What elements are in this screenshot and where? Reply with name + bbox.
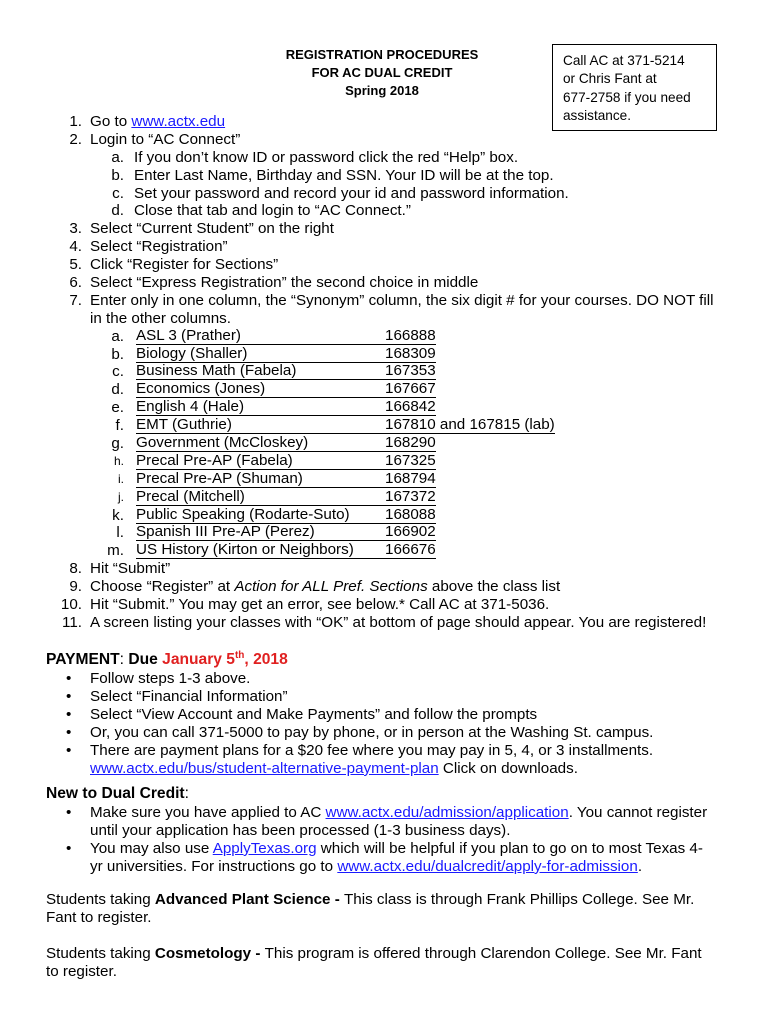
course-letter: g. [111,435,124,453]
course-synonym: 167667 [385,380,436,398]
step-7: 7. Enter only in one column, the “Synonym” column, the six digit # for your courses. DO NOT fill [69,291,714,309]
callout-line: 677-2758 if you need [563,89,691,105]
course-row [0,453,770,471]
plant-science-note: Students taking Advanced Plant Science - This class is through Frank Phillips College. See Mr. Fant to register. [46,891,695,926]
list-item: • There are payment plans for a $20 fee where you may pay in 5, 4, or 3 installments. www.actx.edu/bus/student-alternative-payment-plan Click on downloads. [46,742,746,778]
document-header [236,46,528,100]
new-dual-credit-list [46,804,746,876]
step-2b: b. Enter Last Name, Birthday and SSN. Your ID will be at the top. [111,166,554,184]
step-3: 3. Select “Current Student” on the right [69,220,334,238]
step-7-continued: in the other columns. [90,309,231,327]
course-row [0,471,770,489]
list-item: • You may also use ApplyTexas.org which will be helpful if you plan to go on to most Texas 4- yr universities. For instructions go to www.actx.edu/dualcredit/apply-for-admission. [46,840,746,876]
step-9: 9. Choose “Register” at Action for ALL Pref. Sections above the class list [69,578,561,596]
course-name: Precal (Mitchell) [136,489,385,506]
new-dual-credit-section [46,784,746,876]
course-row [0,524,770,542]
course-synonym: 167325 [385,451,436,469]
step-4: 4. Select “Registration” [69,238,228,256]
course-letter: k. [112,506,124,524]
course-synonym: 167372 [385,487,436,505]
course-synonym: 166902 [385,523,436,541]
course-name: Public Speaking (Rodarte-Suto) [136,507,385,524]
callout-line: assistance. [563,108,632,124]
course-name: ASL 3 (Prather) [136,328,385,345]
step-1: 1. Go to www.actx.edu [69,113,226,130]
header-title: REGISTRATION PROCEDURES [285,47,479,62]
course-name: Business Math (Fabela) [136,363,385,380]
apply-for-admission-link[interactable]: www.actx.edu/dualcredit/apply-for-admission [337,857,638,875]
list-item: • Make sure you have applied to AC www.actx.edu/admission/application. You cannot register until your application has been processed (1-3 business days). [46,804,746,840]
course-list [0,328,770,561]
course-row [0,435,770,453]
course-row [0,363,770,381]
step-2a: a. If you don’t know ID or password click the red “Help” box. [111,148,519,166]
course-synonym: 166842 [385,398,436,416]
course-synonym: 167353 [385,362,436,380]
step-2d: d. Close that tab and login to “AC Connect.” [111,202,411,220]
payment-list [46,670,746,777]
course-synonym: 166676 [385,541,436,559]
course-name: Biology (Shaller) [136,346,385,363]
course-name: English 4 (Hale) [136,399,385,416]
course-row [0,346,770,364]
course-letter: m. [107,542,124,560]
step-11: 11. A screen listing your classes with “OK” at bottom of page should appear. You are registered! [62,613,707,631]
course-synonym: 168794 [385,469,436,487]
course-letter: h. [113,453,124,468]
course-letter: b. [111,345,124,363]
course-letter: a. [111,327,124,345]
course-letter: j. [118,489,124,504]
payment-plan-link[interactable]: www.actx.edu/bus/student-alternative-payment-plan [90,759,439,777]
application-link[interactable]: www.actx.edu/admission/application [325,804,569,821]
step-10: 10. Hit “Submit.” You may get an error, see below.* Call AC at 371-5036. [60,596,550,614]
course-row [0,381,770,399]
course-row [0,417,770,435]
payment-section [46,646,746,778]
course-name: US History (Kirton or Neighbors) [136,542,385,559]
course-name: Economics (Jones) [136,381,385,398]
header-term: Spring 2018 [345,83,419,98]
actx-link[interactable]: www.actx.edu [131,113,226,130]
header-subtitle: FOR AC DUAL CREDIT [311,65,453,80]
course-row [0,489,770,507]
action-label: Action for ALL Pref. Sections [234,578,428,596]
course-synonym: 168088 [385,505,436,523]
due-date: January 5th, 2018 [162,650,288,669]
list-item: • Select “Financial Information” [46,688,746,706]
payment-heading: PAYMENT: Due January 5th, 2018 [46,650,288,669]
course-row [0,399,770,417]
step-5: 5. Click “Register for Sections” [69,256,279,274]
course-name: EMT (Guthrie) [136,417,385,434]
step-6: 6. Select “Express Registration” the second choice in middle [69,274,479,292]
course-name: Precal Pre-AP (Shuman) [136,471,385,488]
step-8: 8. Hit “Submit” [69,560,171,578]
list-item: • Follow steps 1-3 above. [46,670,746,688]
registration-steps [0,113,770,632]
course-synonym: 167810 and 167815 (lab) [385,416,555,434]
course-letter: c. [112,363,124,381]
applytexas-link[interactable]: ApplyTexas.org [212,839,317,857]
cosmetology-note: Students taking Cosmetology - This program is offered through Clarendon College. See Mr. Fant to register. [46,945,702,980]
list-item: • Or, you can call 371-5000 to pay by phone, or in person at the Washing St. campus. [46,724,746,742]
course-synonym: 168309 [385,344,436,362]
course-row [0,507,770,525]
list-item: • Select “View Account and Make Payments” and follow the prompts [46,706,746,724]
callout-line: or Chris Fant at [563,71,657,87]
course-letter: f. [115,417,124,435]
course-letter: i. [118,471,124,486]
step-2: 2. Login to “AC Connect” [69,130,241,148]
course-letter: e. [111,399,124,417]
course-row [0,542,770,560]
course-name: Government (McCloskey) [136,435,385,452]
callout-line: Call AC at 371-5214 [563,53,685,68]
course-name: Precal Pre-AP (Fabela) [136,453,385,470]
course-name: Spanish III Pre-AP (Perez) [136,524,385,541]
step-2c: c. Set your password and record your id and password information. [112,184,569,202]
course-letter: d. [111,381,124,399]
course-row [0,328,770,346]
course-synonym: 168290 [385,434,436,452]
course-synonym: 166888 [385,326,436,344]
course-letter: l. [116,524,124,542]
new-dual-credit-heading: New to Dual Credit: [46,785,189,802]
